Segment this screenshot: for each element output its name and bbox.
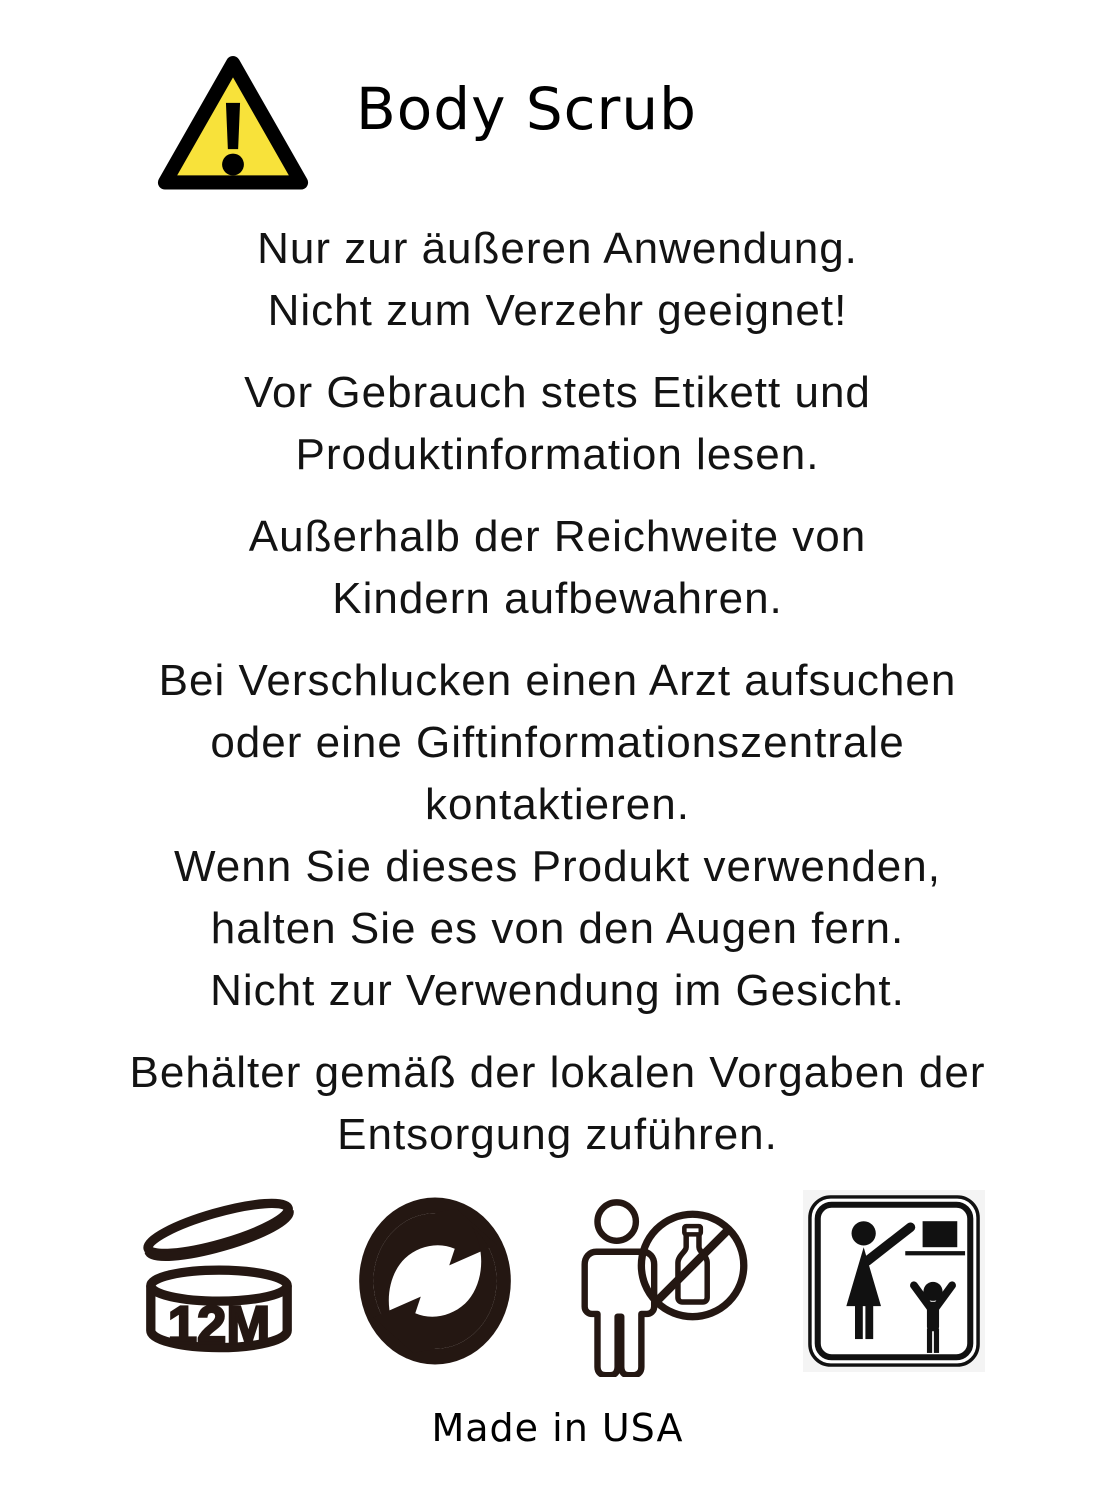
label-header	[0, 0, 1115, 202]
pictogram-row	[0, 1186, 1115, 1376]
warning-paragraph-disposal: Behälter gemäß der lokalen Vorgaben der Entsorgung zuführen.	[129, 1048, 986, 1159]
keep-away-from-children-icon	[798, 1190, 990, 1372]
warning-text-block	[0, 218, 1115, 1166]
warning-paragraph-avoid-eyes: Wenn Sie dieses Produkt verwenden, halten Sie es von den Augen fern. Nicht zur Verwendung im Gesicht.	[174, 842, 941, 1015]
warning-paragraph-keep-from-children: Außerhalb der Reichweite von Kindern aufbewahren.	[248, 512, 867, 623]
warning-paragraph-read-label: Vor Gebrauch stets Etikett und Produktinformation lesen.	[244, 368, 871, 479]
warning-paragraph-external-use: Nur zur äußeren Anwendung. Nicht zum Verzehr geeignet!	[257, 224, 858, 335]
warning-paragraph-if-swallowed: Bei Verschlucken einen Arzt aufsuchen oder eine Giftinformationszentrale kontaktieren.	[158, 656, 957, 829]
svg-text:12M: 12M	[167, 1296, 270, 1355]
product-title: Body Scrub	[356, 75, 697, 143]
warning-triangle-icon	[156, 50, 310, 202]
do-not-drink-icon	[558, 1185, 754, 1377]
green-dot-recycling-icon	[356, 1194, 514, 1368]
made-in-text: Made in USA	[431, 1406, 684, 1450]
period-after-opening-icon	[126, 1193, 312, 1369]
